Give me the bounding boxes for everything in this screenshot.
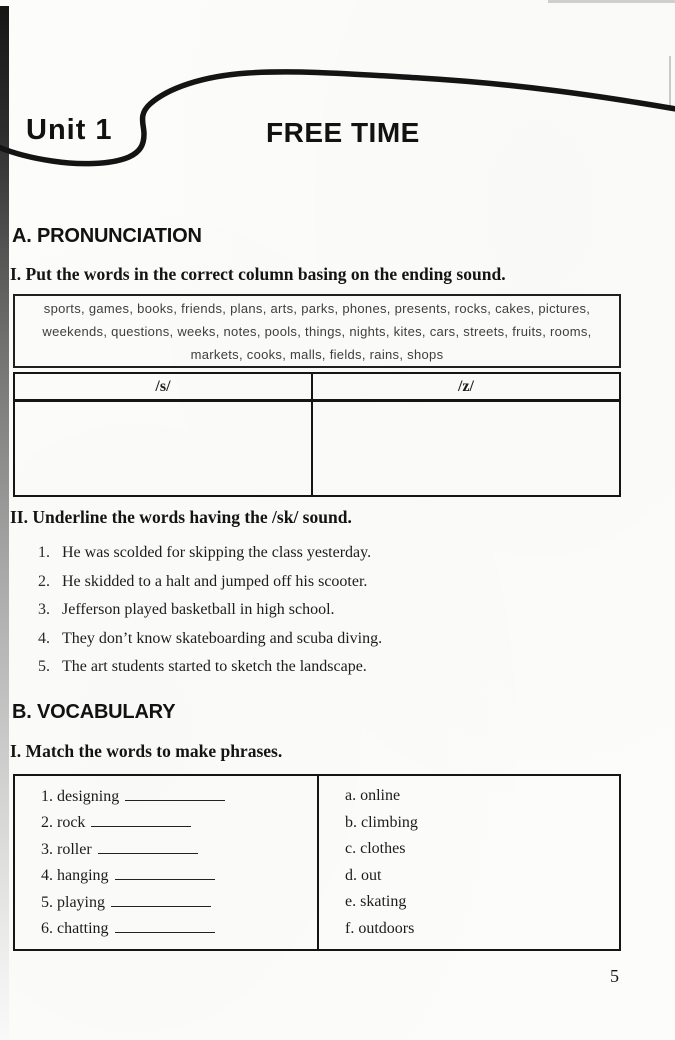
section-a-heading: A. PRONUNCIATION — [12, 225, 202, 247]
list-item-number: 5. — [38, 658, 50, 676]
match-option-word: online — [360, 787, 401, 805]
list-item — [38, 544, 638, 573]
match-option-word: out — [361, 866, 382, 884]
sound-table-header-row — [15, 374, 619, 402]
sound-sorting-table — [13, 372, 621, 497]
match-item-word: rock — [57, 814, 86, 832]
section-b-heading: B. VOCABULARY — [12, 701, 176, 723]
unit-title: FREE TIME — [266, 117, 420, 148]
match-left-item — [41, 840, 317, 859]
match-option-word: skating — [360, 893, 407, 911]
underline-exercise-list — [38, 544, 638, 687]
unit-label: Unit 1 — [26, 114, 113, 146]
match-option-word: outdoors — [358, 919, 415, 937]
list-item-number: 2. — [38, 572, 50, 590]
sound-table-body-row — [15, 402, 619, 495]
match-left-item — [41, 866, 317, 885]
sound-table-header-s: /s/ — [155, 377, 171, 395]
match-option-word: clothes — [360, 840, 406, 858]
word-bank-box — [13, 294, 621, 368]
match-option-word: climbing — [361, 813, 418, 831]
match-left-item — [41, 787, 317, 806]
sound-table-header-z: /z/ — [311, 374, 619, 399]
match-item-number: 3. — [41, 840, 53, 858]
match-item-number: 6. — [41, 920, 53, 938]
match-item-number: 1. — [41, 787, 53, 805]
match-option-letter: d. — [345, 866, 357, 884]
exercise-b1-title: I. Match the words to make phrases. — [10, 741, 283, 761]
sound-table-cell-s — [15, 402, 311, 495]
answer-blank — [111, 893, 211, 907]
list-item-number: 4. — [38, 629, 50, 647]
match-item-word: chatting — [57, 920, 109, 938]
match-right-item — [345, 840, 619, 858]
answer-blank — [115, 866, 215, 880]
list-item-number: 1. — [38, 544, 50, 561]
list-item — [38, 658, 638, 687]
match-option-letter: a. — [345, 787, 357, 805]
sound-table-cell-z — [311, 402, 619, 495]
matching-right-column — [317, 776, 619, 949]
match-item-word: roller — [57, 840, 92, 858]
match-left-item — [41, 919, 317, 938]
match-right-item — [345, 893, 619, 911]
word-bank-line: markets, cooks, malls, fields, rains, shops — [190, 346, 444, 362]
list-item-text: The art students started to sketch the landscape. — [62, 658, 367, 676]
match-item-number: 2. — [41, 814, 53, 832]
list-item — [38, 601, 638, 630]
match-option-letter: c. — [345, 840, 357, 858]
list-item — [38, 573, 638, 602]
answer-blank — [115, 919, 215, 933]
match-item-word: designing — [57, 787, 120, 805]
answer-blank — [98, 840, 198, 854]
match-option-letter: b. — [345, 813, 357, 831]
answer-blank — [125, 787, 225, 801]
list-item-text: Jefferson played basketball in high school. — [62, 601, 335, 619]
list-item-text: He was scolded for skipping the class yesterday. — [62, 544, 372, 561]
match-item-number: 4. — [41, 867, 53, 885]
matching-table — [13, 774, 621, 951]
word-bank-line: weekends, questions, weeks, notes, pools, things, nights, kites, cars, streets, fruits, rooms, — [42, 323, 592, 339]
match-left-item — [41, 813, 317, 832]
match-right-item — [345, 787, 619, 805]
list-item-text: He skidded to a halt and jumped off his scooter. — [62, 572, 368, 590]
word-bank-line: sports, games, books, friends, plans, arts, parks, phones, presents, rocks, cakes, pictures, — [43, 300, 591, 316]
list-item — [38, 630, 638, 659]
matching-left-column — [15, 776, 317, 949]
match-item-word: playing — [57, 893, 105, 911]
match-right-item — [345, 814, 619, 832]
match-left-item — [41, 893, 317, 912]
list-item-number: 3. — [38, 601, 50, 619]
match-item-number: 5. — [41, 893, 53, 911]
exercise-a1-title: I. Put the words in the correct column basing on the ending sound. — [10, 264, 506, 284]
match-item-word: hanging — [57, 867, 109, 885]
unit-header-swoosh-curve — [0, 0, 675, 185]
exercise-a2-title: II. Underline the words having the /sk/ sound. — [10, 507, 352, 527]
match-right-item — [345, 920, 619, 938]
page-number: 5 — [610, 966, 619, 986]
list-item-text: They don’t know skateboarding and scuba diving. — [62, 629, 383, 647]
answer-blank — [91, 813, 191, 827]
match-right-item — [345, 867, 619, 885]
match-option-letter: e. — [345, 893, 357, 911]
match-option-letter: f. — [345, 919, 355, 937]
